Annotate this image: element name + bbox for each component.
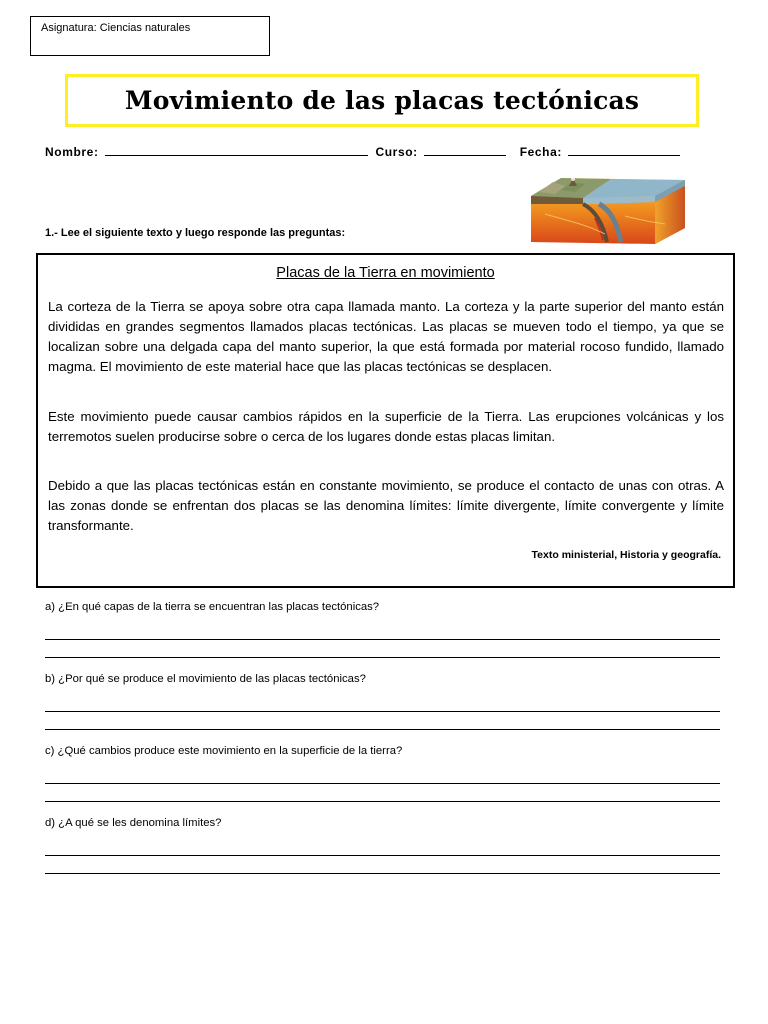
date-label: Fecha:: [519, 145, 562, 159]
name-label: Nombre:: [45, 145, 99, 159]
reading-paragraph-3: Debido a que las placas tectónicas están en constante movimiento, se produce el contacto de unas con otras. A las zonas donde se enfrentan dos placas se las denomina límites: límite divergente, límite convergente y límite transformante.: [48, 478, 724, 533]
answer-line-c1[interactable]: [45, 783, 720, 784]
reading-paragraph-2: Este movimiento puede causar cambios rápidos en la superficie de la Tierra. Las erupciones volcánicas y los terremotos suelen producirse sobre o cerca de los lugares donde estas placas limitan.: [48, 409, 724, 444]
subject-label: Asignatura: Ciencias naturales: [41, 22, 191, 34]
reading-box: [36, 253, 735, 588]
reading-title: Placas de la Tierra en movimiento: [276, 265, 495, 281]
answer-line-a2[interactable]: [45, 657, 720, 658]
date-field[interactable]: [568, 145, 680, 156]
answer-line-c2[interactable]: [45, 801, 720, 802]
question-b: b) ¿Por qué se produce el movimiento de las placas tectónicas?: [45, 673, 366, 685]
answer-line-a1[interactable]: [45, 639, 720, 640]
answer-line-b2[interactable]: [45, 729, 720, 730]
course-label: Curso:: [375, 145, 418, 159]
question-a: a) ¿En qué capas de la tierra se encuentran las placas tectónicas?: [45, 601, 380, 613]
name-field[interactable]: [105, 145, 368, 156]
answer-line-d1[interactable]: [45, 855, 720, 856]
title-box: [65, 74, 699, 127]
student-info-row: [45, 145, 715, 159]
question-d: d) ¿A qué se les denomina límites?: [45, 817, 222, 829]
instruction-text: 1.- Lee el siguiente texto y luego responde las preguntas:: [45, 227, 346, 239]
answer-line-d2[interactable]: [45, 873, 720, 874]
course-field[interactable]: [424, 145, 506, 156]
reading-source: Texto ministerial, Historia y geografía.: [531, 549, 721, 561]
subject-box: [30, 16, 270, 56]
answer-line-b1[interactable]: [45, 711, 720, 712]
page-title: Movimiento de las placas tectónicas: [124, 86, 640, 115]
tectonic-plates-illustration: [525, 174, 690, 246]
question-c: c) ¿Qué cambios produce este movimiento en la superficie de la tierra?: [45, 745, 403, 757]
reading-paragraph-1: La corteza de la Tierra se apoya sobre otra capa llamada manto. La corteza y la parte superior del manto están divididas en grandes segmentos llamados placas tectónicas. Las placas se mueven todo el tiempo, ya que se localizan sobre una delgada capa del manto superior, la que está formada por material rocoso fundido, llamado magma. El movimiento de este material hace que las placas tectónicas se desplacen.: [48, 299, 724, 374]
